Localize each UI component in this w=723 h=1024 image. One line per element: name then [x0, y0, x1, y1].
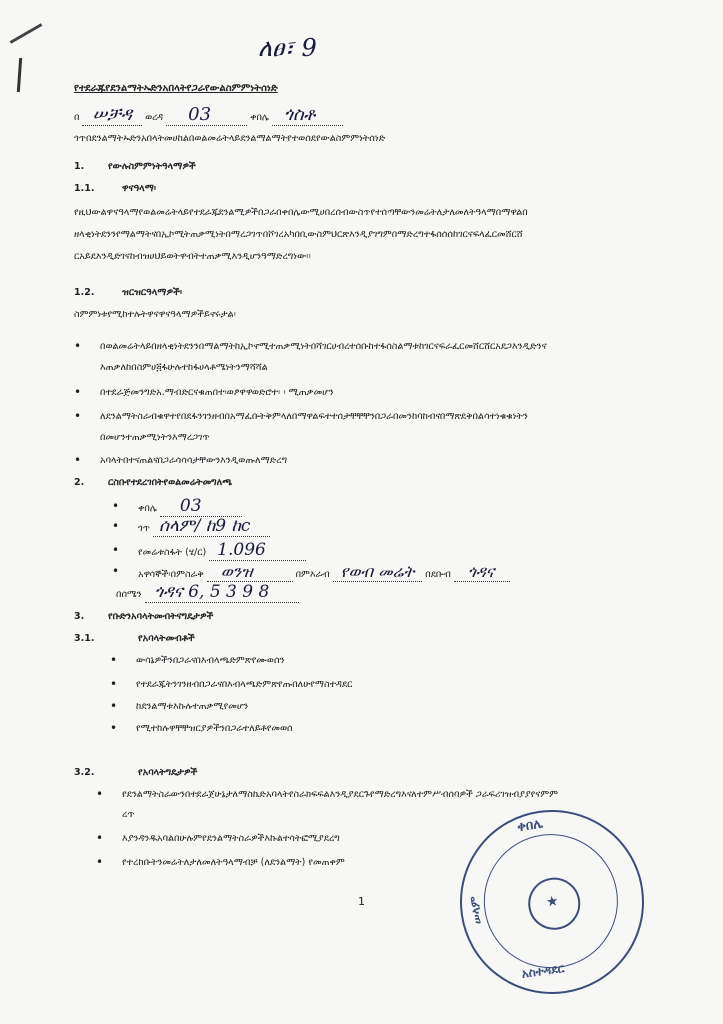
field-label: ቀበሌ [138, 503, 157, 514]
pen-mark [10, 23, 43, 44]
field-label: ጎጥ [138, 523, 150, 534]
field-label: በደቡብ [425, 569, 451, 580]
section-title: ዝርዝርዓላማዎች፡ [122, 287, 183, 298]
field-value: የወብ መሬት [333, 562, 423, 582]
stamp-text-bottom: አስተዳደር [520, 961, 566, 981]
section-number: 3. [74, 611, 85, 622]
field-area [138, 540, 306, 560]
list-item: • የደንልማትስራውንበተደራጀሁኔታለማስኬድአባላትየስራክፍፍልእንዲያደርጉየማድረግእናለተምሥብሰባዎች ጋራፍሪገዝብያያየናምም [122, 788, 558, 801]
section-title: ዋናዓላማ፡ [122, 183, 157, 194]
section-number: 3.2. [74, 767, 95, 778]
woreda-label: ወረዳ [145, 112, 164, 123]
field-kebele [138, 496, 242, 516]
field-value: ጎዳና [454, 562, 510, 582]
list-item: • እያንዳንዱአባልበሁሉምየደንልማትስራዎችእኩልተሳትፎሚያደረግ [122, 832, 340, 845]
paragraph-line: የዚህውልዋናዓላማየወልመሬትላይየተደራጁደንልሚዎችበጋራበቀበሌውሚሀበረሰብውስጥየተሰጣቸውንመሬትለታለመለትዓላማበማዋልበ [74, 207, 528, 218]
field-boundaries [138, 562, 510, 581]
field-label: የመሬቱስፋት (ሄ/ር) [138, 547, 207, 558]
section-number: 3.1. [74, 633, 95, 644]
section-title: የቡድንአባላትመብትናግዴታዎች [108, 611, 214, 622]
field-value: 03 [160, 496, 242, 517]
list-item-continued: በመሆንተጠቃሚነትንእማረጋገጥ [100, 432, 210, 443]
list-item: • በወልመሬትላይበዘላቂነትደንንበማልማትከኢኮኖሚተጠቃሚነትበሻገርሀብረተሰቡከተፋሰስልማቱከገርናፍራፈርመሸርሸርአደጋእንዲድንና [100, 340, 547, 353]
list-item: • ለደንልማትስራብቁዋተየበደፋንገንዘብበአማፈቡትቅምላለበማዋልፍተተሰታቸቸቸንበጋራበመንከባከብናበማጽደቅበልሳተነቁቁነትን [100, 410, 528, 423]
field-value: ሰላም/ ከ9 ከc [153, 516, 270, 537]
woreda-number: 03 [166, 104, 247, 126]
field-got [138, 516, 270, 536]
list-item: • የተረከቡትንመሬትለታለመለትዓላማብቻ (ለደንልማት) የመጠቀም [122, 856, 345, 869]
list-item-continued: ረጥ [122, 809, 135, 820]
list-item-continued: እጠቃለከበስምሀ፭ፋሁሉተከፋሀላቶሜነትንማሻሻል [100, 362, 268, 373]
list-item: • አባላትበተናጠልናበጋራሳሳሳታቸውንእንዲወጡለማድረግ [100, 454, 287, 467]
paragraph-line: ስምምነቱየሚከተሉትዋናዋናዓላማዎችይኖሩታል፡ [74, 309, 236, 320]
section-title: የውሉስምምነትዓላማዎች [108, 161, 196, 172]
star-icon: ★ [544, 893, 560, 911]
field-label: አዋሳኞች፡በምስራቅ [138, 569, 204, 580]
section-number: 1.1. [74, 183, 95, 194]
field-label: በሰሜን [116, 589, 142, 600]
section-number: 1. [74, 161, 85, 172]
official-stamp [448, 798, 656, 1006]
field-south [116, 582, 299, 602]
section-title: ርስቡየተደረገበትየወልመሬትመግለጫ [108, 477, 233, 488]
kebele-name: ጎስቶ [272, 104, 343, 126]
section-number: 2. [74, 477, 85, 488]
list-item: • ውሳኔዎችንበጋራናበእብላጫድምጽየሙወሰን [136, 654, 285, 667]
section-title: የአባላትግዴታዎች [138, 767, 198, 778]
stamp-text-mid: ሠላም [466, 895, 485, 925]
paragraph-line: ርአይደእንዲድገናከብዝሀህይወትዋብትተጠቃሚእንዲሆንዓማድረግነው። [74, 251, 311, 262]
stamp-text-top: ቀበሌ [516, 816, 544, 836]
page-label: ለፀ፣ 9 [258, 34, 317, 62]
document-title: የተደራጁየደንልማትኡድንአበላትየጋራየውልስምምነትሰነድ [74, 83, 278, 94]
field-value: ጎዳና 6, 5 3 9 8 [145, 582, 300, 603]
woreda-name: ሠቻዳ [82, 104, 142, 126]
list-item: • የተደራጁትንገንዘብበጋራናበእብላጫድምጽየጡበለሁየማስተዳደር [136, 678, 352, 691]
kebele-label: ቀበሌ [250, 112, 269, 123]
section-number: 1.2. [74, 287, 95, 298]
field-value: 1.096 [209, 540, 306, 561]
list-item: • የሚተከሉዋቸቸዝርያዎችንበጋራተለይቶየመወሰ [136, 722, 293, 735]
page-number: 1 [358, 895, 365, 908]
list-item: • ከደንልማቱእኩሉተጠቃሚየመሆን [136, 700, 248, 713]
paragraph-line: ዘላቂነትደንንየማልማትናበኢኮሚትጠቃሚነትበማረጋገጥበሾገረአካበቢውስምህርጽእንዲያገግምበማድረግተፋሰሰሰከገርናፍላፈርመሸርሸ [74, 229, 523, 240]
pen-mark [17, 58, 22, 92]
list-item: • በተደራጅመንግድአ.ማብድርናቁጠበተ፡ወፆዋዋወድሮተ፡ ፡ ሚጠቃመሆን [100, 386, 334, 399]
section-title: የአባላትመብቶች [138, 633, 195, 644]
field-label: በምእራብ [295, 569, 330, 580]
header-line [74, 104, 343, 125]
prefix: በ [74, 112, 80, 123]
field-value: ወንዝ [207, 562, 293, 582]
intro-line: ጎጥበደንልማትኡድንአበላትመሀከልበወልመሬትላይደንልማልማትየተወሰደየውልስምምነትሰነድ [74, 133, 386, 144]
